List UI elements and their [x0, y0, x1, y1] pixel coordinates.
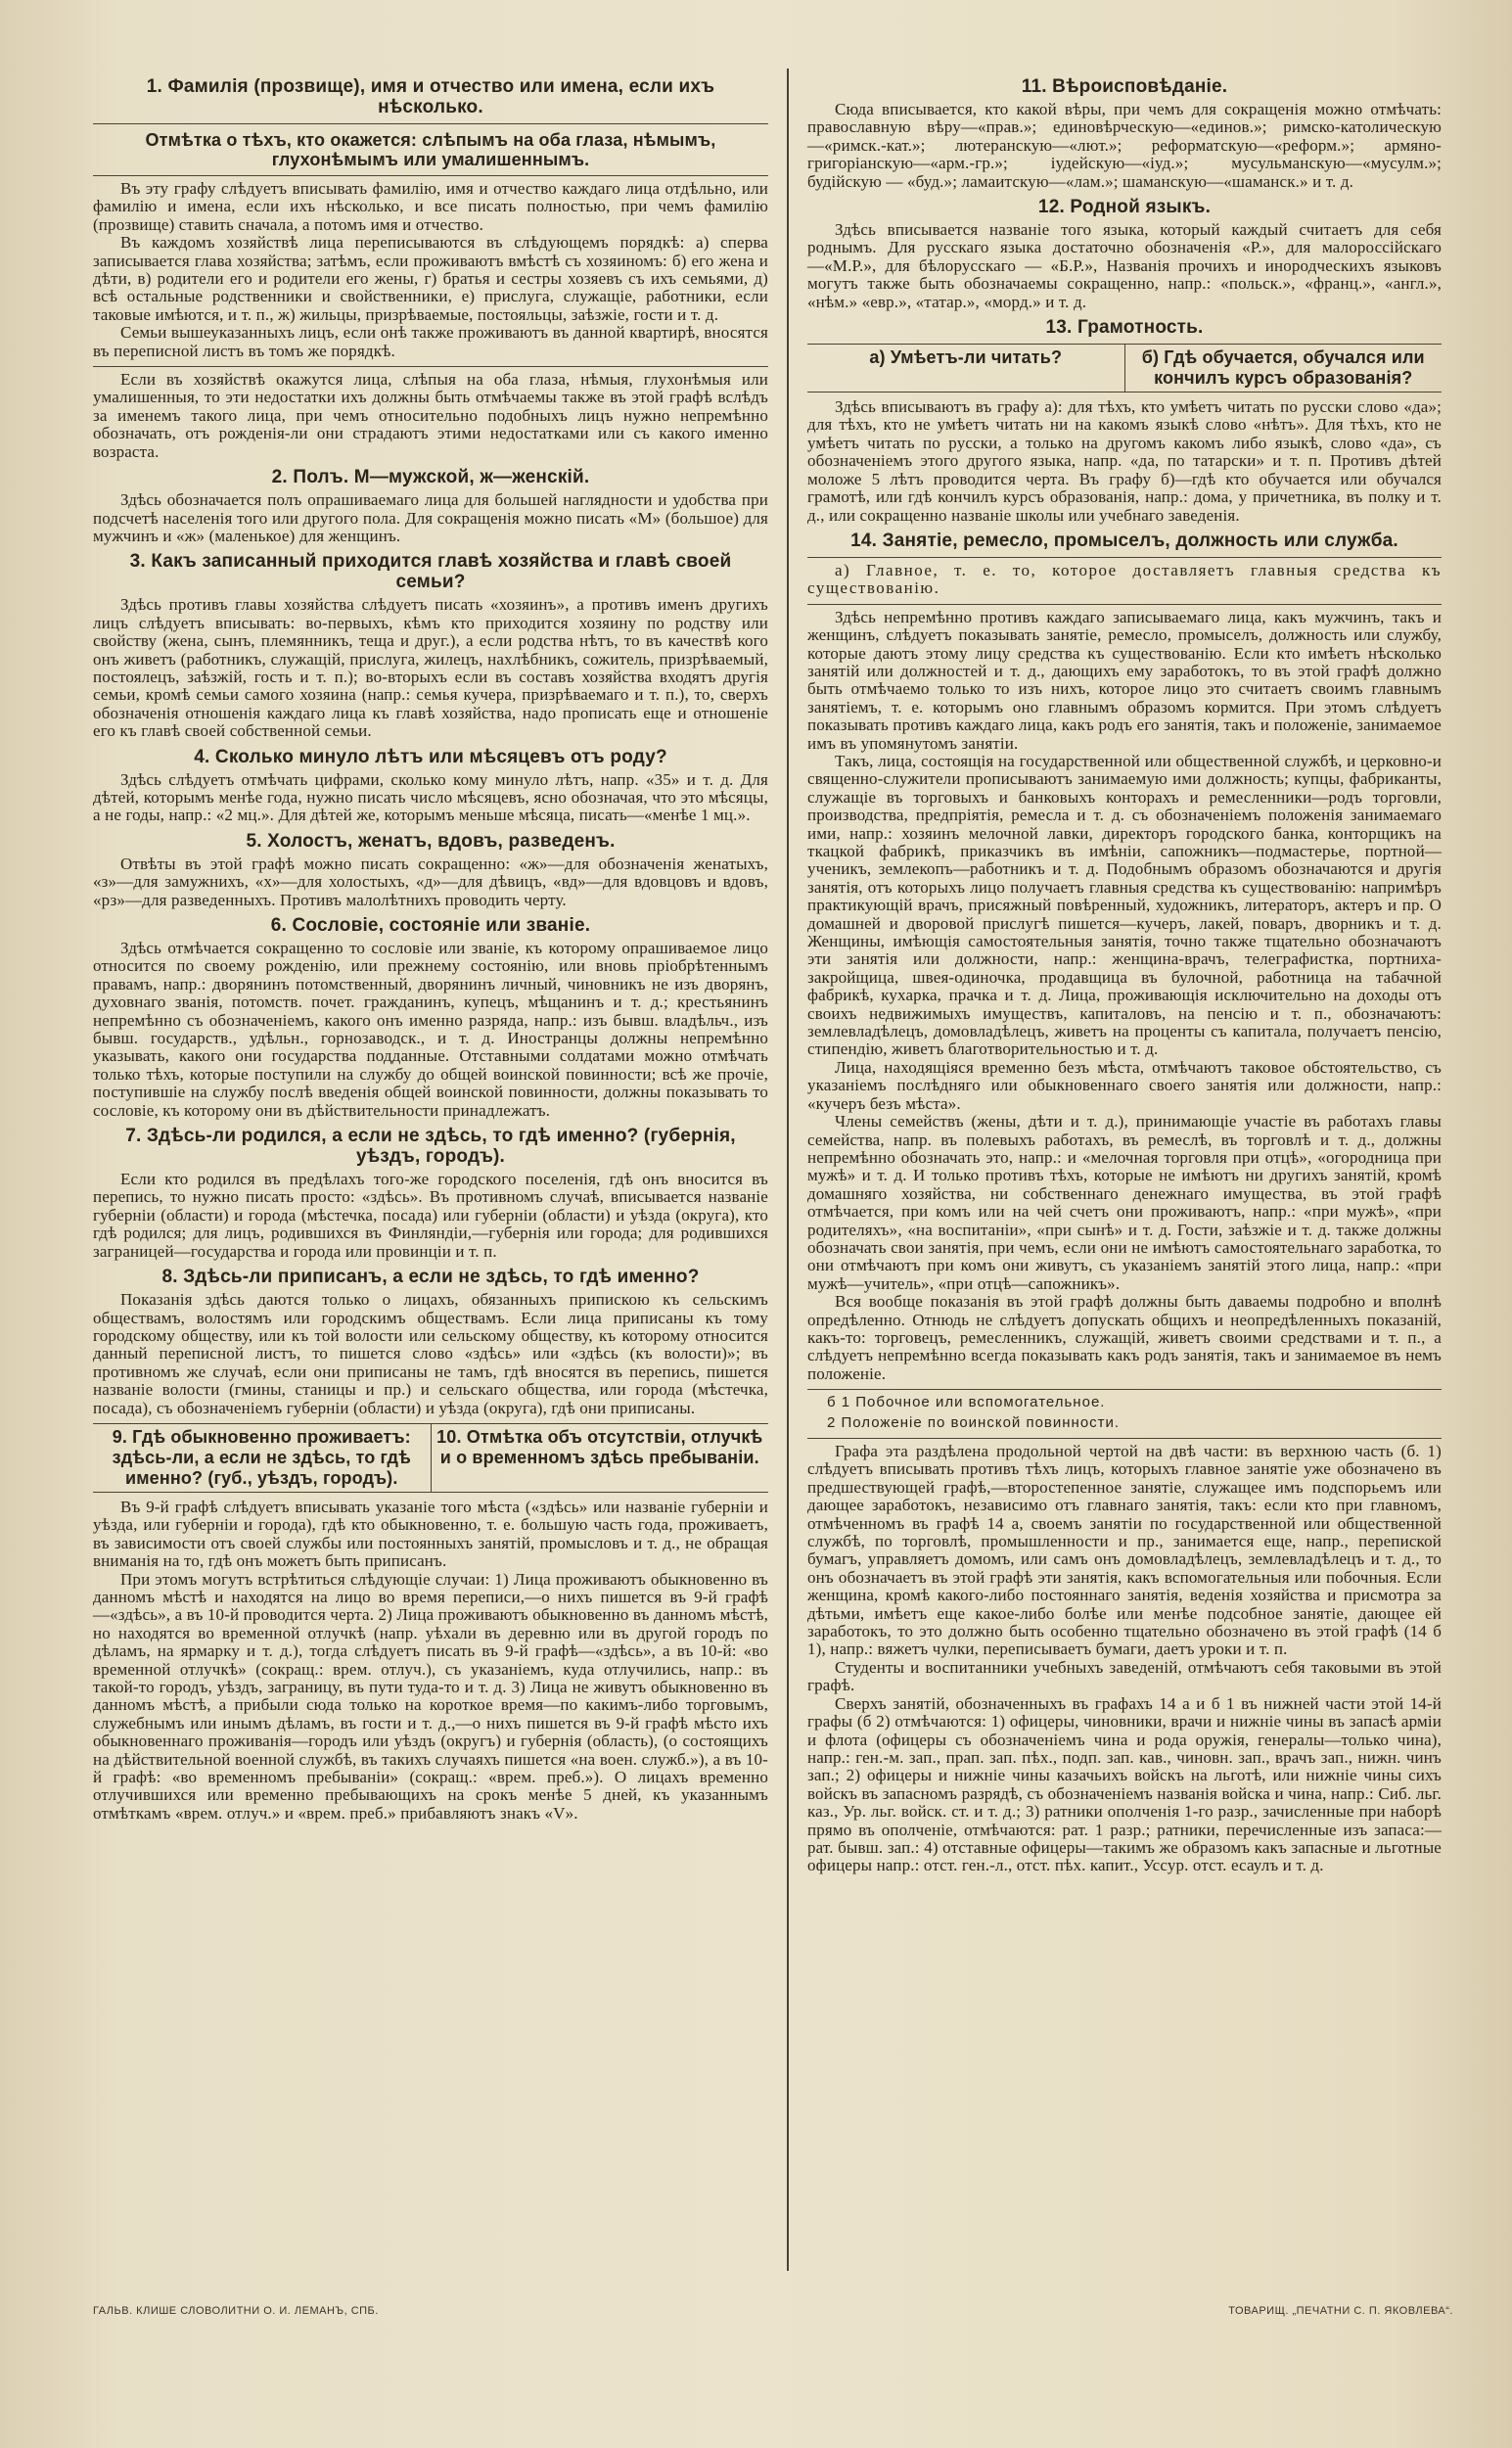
section-13-literacy: [807, 317, 1442, 525]
divider: [93, 123, 768, 124]
paragraph: Члены семействъ (жены, дѣти и т. д.), принимающіе участіе въ работахъ главы семейства, напр. въ полевыхъ работахъ, въ ремеслѣ, въ торговлѣ и т. д., должны непремѣнно обозначать это, напр.: и «мелочная торговля при отцѣ», «огородница при мужѣ» и т. д. И только противъ тѣхъ, которые не имѣютъ ни другихъ занятій, кромѣ домашняго хозяйства, ни собственнаго денежнаго имущества, въ этой графѣ отмѣчается, при комъ или на чей счетъ они проживаютъ, напр.: «при мужѣ», «при родителяхъ», «на воспитаніи», «при сынѣ» и т. д. Гости, заѣзжіе и т. д. также должны обозначать свои занятія, при чемъ, если они не имѣютъ самостоятельнаго заработка, то они отмѣчаютъ при комъ они живутъ, съ указаніемъ занятій этого лица, напр.: «при мужѣ—учитель», «при отцѣ—сапожникъ».: [807, 1112, 1442, 1293]
split-header: [807, 344, 1442, 393]
paragraph: Здѣсь противъ главы хозяйства слѣдуетъ писать «хозяинъ», а противъ именъ другихъ лицъ слѣдуетъ вписывать: во-первыхъ, кѣмъ кто приходится хозяину по родству или свойству (жена, сынъ, племянникъ, теща и друг.), а если родства нѣтъ, то въ качествѣ кого онъ живетъ (работникъ, служащій, прислуга, жилецъ, нахлѣбникъ, сожитель, призрѣваемый, постоялецъ, заѣзжій, гость и т. п.); во-вторыхъ если въ составъ хозяйства входятъ другія семьи, кромѣ семьи самого хозяина (напр.: семья кучера, призрѣваемаго и т. п.), то, сверхъ обозначенія отношенія каждаго лица къ главѣ хозяйства, надо прописать еще и отношеніе его къ главѣ своей собственной семьи.: [93, 595, 768, 741]
paragraph: Здѣсь отмѣчается сокращенно то сословіе или званіе, къ которому опрашиваемое лицо относится по своему рожденію, или прежнему состоянію, или вновь пріобрѣтеннымъ правамъ, напр.: дворянинъ потомственный, дворянинъ личный, чиновникъ не изъ дворянъ, духовнаго званія, потомств. почет. гражданинъ, купецъ, мѣщанинъ и т. д.; крестьянинъ непремѣнно съ обозначеніемъ, какого онъ именно разряда, напр.: изъ бывш. владѣльч., изъ бывш. государств., удѣльн., горнозаводск., и т. д. Иностранцы должны непремѣнно указывать, какого они государства подданные. Отставными солдатами можно отмѣчать только тѣхъ, которые поступили на службу до общей воинской повинности; всѣ же прочіе, поступившіе на службу послѣ введенія общей воинской повинности, должны показывать то сословіе, къ которому они въ дѣйствительности принадлежатъ.: [93, 939, 768, 1120]
paragraph: Такъ, лица, состоящія на государственной или общественной службѣ, и церковно-и священно-служители прописываютъ занимаемую ими должность; купцы, фабриканты, служащіе въ торговыхъ и банковыхъ конторахъ и ремесленники—родъ торговли, производства, предпріятія, ремесла и т. д. съ обозначеніемъ положенія занимаемаго ими, напр.: хозяинъ мелочной лавки, директоръ городского банка, конторщикъ на ткацкой фабрикѣ, приказчикъ въ имѣніи, сапожникъ—подмастерье, портной—ученикъ, землекопъ—работникъ и т. д. Подобнымъ образомъ обозначаются и другія занятія, отъ которыхъ лицо получаетъ главныя средства къ существованію: напримѣръ практикующій врачъ, присяжный повѣренный, художникъ, литераторъ, актеръ и пр. О домашней и дворовой прислугѣ пишется—кучеръ, лакей, поваръ, дворникъ и т. д. Женщины, имѣющія самостоятельныя занятія, точно также тщательно обозначаютъ эти занятія или должности, напр.: женщина-врачъ, телеграфистка, портниха-закройщица, швея-одиночка, продавщица въ булочной, работница на табачной фабрикѣ, кухарка, прачка и т. д. Лица, проживающія исключительно на доходы отъ своихъ недвижимыхъ имуществъ, капиталовъ, на пенсію и т. п., обозначаютъ: землевладѣлецъ, домовладѣлецъ, живетъ на проценты съ капитала, получаетъ пенсію, стипендію, живетъ благотворительностью и т. д.: [807, 751, 1442, 1059]
section-9-title: 9. Гдѣ обыкновенно проживаетъ: здѣсь-ли, а если не здѣсь, то гдѣ именно? (губ., уѣздъ, городъ).: [112, 1426, 411, 1488]
paragraph: Въ 9-й графѣ слѣдуетъ вписывать указаніе того мѣста («здѣсь» или названіе губерніи и уѣзда, или губерніи и города), гдѣ кто обыкновенно, т. е. большую часть года, проживаетъ, въ зависимости отъ своей службы или постоянныхъ занятій, промысловъ и т. д., не обращая вниманія на то, гдѣ онъ можетъ быть приписанъ.: [93, 1497, 768, 1571]
section-title: 13. Грамотность.: [1045, 317, 1204, 339]
section-title: 12. Родной языкъ.: [1037, 197, 1212, 218]
section-14-occupation: [807, 531, 1442, 1875]
section-4-age: [93, 747, 768, 825]
section-3-relation: [93, 551, 768, 740]
section-title: 3. Какъ записанный приходится главѣ хозяйства и главѣ своей семьи?: [129, 551, 732, 593]
paragraph: Здѣсь слѣдуетъ отмѣчать цифрами, сколько кому минуло лѣтъ, напр. «35» и т. д. Для дѣтей, которымъ менѣе года, нужно писать число мѣсяцевъ, ясно обозначая, что это мѣсяцы, а не годы, напр.: «2 мц.». Для дѣтей же, которымъ меньше мѣсяца, писать—«менѣе 1 мц.».: [93, 769, 768, 825]
split-header: [93, 1423, 768, 1493]
paragraph: Здѣсь вписываютъ въ графу а): для тѣхъ, кто умѣетъ читать по русски слово «да»; для тѣхъ, кто не умѣетъ читать ни на какомъ языкѣ слово «нѣтъ». Для тѣхъ, кто не умѣетъ читать по русски, а только на другомъ какомъ либо языкѣ, слово «да», съ обозначеніемъ этого другого языка, напр. «да, по татарски» и т. п. Противъ дѣтей моложе 5 лѣтъ проводится черта. Въ графу б)—гдѣ кто обучается или обучался грамотѣ, или гдѣ кончилъ курсъ образованія, напр.: дома, у причетника, въ полку и т. д., или сокращенно названіе школы или учебнаго заведенія.: [807, 397, 1442, 525]
column-a-title: а) Умѣетъ-ли читать?: [869, 347, 1063, 368]
section-subtitle: Отмѣтка о тѣхъ, кто окажется: слѣпымъ на оба глаза, нѣмымъ, глухонѣмымъ или умалишеннымъ.: [145, 130, 716, 169]
section-10-title: 10. Отмѣтка объ отсутствіи, отлучкѣ и о временномъ здѣсь пребываніи.: [431, 1424, 769, 1492]
subsection-b1: б 1 Побочное или вспомогательное.: [827, 1394, 1106, 1411]
section-11-religion: [807, 76, 1442, 191]
paragraph: Здѣсь обозначается полъ опрашиваемаго лица для большей наглядности и удобства при подсчетѣ населенія того или другого пола. Для сокращенія можно писать «М» (большое) для мужчинъ и «ж» (маленькое) для женщинъ.: [93, 490, 768, 545]
section-1-name: [93, 76, 768, 461]
lead-paragraph: а) Главное, т. е. то, которое доставляетъ главныя средства къ существованію.: [807, 560, 1442, 598]
right-column: [807, 70, 1442, 1875]
section-title: 5. Холостъ, женатъ, вдовъ, разведенъ.: [246, 830, 616, 852]
left-column: [93, 70, 768, 1823]
section-12-language: [807, 197, 1442, 311]
divider: [807, 1389, 1442, 1390]
section-title: 4. Сколько минуло лѣтъ или мѣсяцевъ отъ роду?: [194, 746, 667, 767]
divider: [807, 557, 1442, 558]
section-2-sex: [93, 467, 768, 545]
paragraph: Отвѣты въ этой графѣ можно писать сокращенно: «ж»—для обозначенія женатыхъ, «з»—для замужнихъ, «х»—для холостыхъ, «д»—для дѣвицъ, «вд»—для вдовцовъ и вдовъ, «рз»—для разведенныхъ. Противъ малолѣтнихъ проводить черту.: [93, 854, 768, 909]
section-title: 14. Занятіе, ремесло, промыселъ, должность или служба.: [850, 530, 1398, 551]
subsection-b2: 2 Положеніе по воинской повинности.: [827, 1413, 1121, 1431]
paragraph: Графа эта раздѣлена продольной чертой на двѣ части: въ верхнюю часть (б. 1) слѣдуетъ вписывать противъ тѣхъ лицъ, которыхъ главное занятіе уже обозначено въ предшествующей графѣ,—второстепенное занятіе, служащее имъ подспорьемъ или дающее заработокъ, независимо отъ главнаго занятія, такъ: если кто при главномъ, отмѣченномъ въ графѣ 14 а, своемъ занятіи по государственной или общественной службѣ, по торговлѣ, промышленности и пр., занимается еще, напр., перепиской бумагъ, управляетъ домомъ, или самъ онъ домовладѣлецъ, землевладѣлецъ и т. д., то онъ обозначаетъ въ этой графѣ эти занятія, какъ вспомогательныя или побочныя. Если женщина, кромѣ какого-либо постояннаго занятія, веденія хозяйства и присмотра за дѣтьми, имѣетъ еще какое-либо болѣе или менѣе подсобное занятіе, дающее ей заработокъ, то это должно быть особенно тщательно обозначено въ этой графѣ (14 б 1), напр.: вяжетъ чулки, переписываетъ бумаги, даетъ уроки и т. п.: [807, 1442, 1442, 1659]
column-divider: [787, 69, 789, 2271]
section-title: 11. Вѣроисповѣданіе.: [1021, 76, 1228, 97]
section-6-estate: [93, 915, 768, 1120]
section-title: 7. Здѣсь-ли родился, а если не здѣсь, то гдѣ именно? (губернія, уѣздъ, городъ).: [125, 1126, 736, 1168]
section-title: 2. Полъ. М—мужской, ж—женскій.: [271, 467, 590, 488]
divider: [93, 366, 768, 367]
section-9-10-residence: [93, 1423, 768, 1823]
paragraph: Здѣсь вписывается названіе того языка, который каждый считаетъ для себя роднымъ. Для русскаго языка достаточно обозначенія «Р.», для малороссійскаго—«М.Р.», для бѣлорусскаго — «Б.Р.», Названія прочихъ и инородческихъ языковъ могутъ также быть обозначаемы сокращенно, напр.: «польск.», «франц.», «англ.», «нѣм.» «евр.», «татар.», «морд.» и т. д.: [807, 220, 1442, 311]
paragraph: Сверхъ занятій, обозначенныхъ въ графахъ 14 а и б 1 въ нижней части этой 14-й графы (б 2) отмѣчаются: 1) офицеры, чиновники, врачи и нижніе чины въ запасѣ арміи и флота (офицеры съ обозначеніемъ чина и рода оружія, генералы—только чина), напр.: ген.-м. зап., прап. зап. пѣх., подп. зап. кав., чиновн. зап., врачъ зап., нижн. чинъ зап.; 2) офицеры и нижніе чины казачьихъ войскъ на льготѣ, или нижніе чины сихъ войскъ въ запасномъ разрядѣ, съ обозначеніемъ названія войска и чина, напр.: Сиб. льг. каз., Ур. льг. войск. ст. и т. д.; 3) ратники ополченія 1-го разр., зачисленные при наборѣ прямо въ ополченіе, отмѣчаются: рат. 1 разр.; ратники, перечисленные изъ запаса:—рат. бывш. зап.: 4) отставные офицеры—такимъ же образомъ какъ запасные и льготные офицеры напр.: отст. ген.-л., отст. пѣх. капит., Уссур. отст. есаулъ и т. д.: [807, 1693, 1442, 1875]
paragraph: Если въ хозяйствѣ окажутся лица, слѣпыя на оба глаза, нѣмыя, глухонѣмыя или умалишенныя, то эти недостатки ихъ должны быть отмѣчаемы также въ этой графѣ вслѣдъ за именемъ такого лица, при чемъ относительно подобныхъ лицъ нужно непремѣнно обозначать, отъ рожденія-ли они страдаютъ этими недостатками или съ какого именно возраста.: [93, 370, 768, 461]
section-title: 6. Сословіе, состояніе или званіе.: [270, 915, 591, 936]
footer-printer-left: ГАЛЬВ. КЛИШЕ СЛОВОЛИТНИ О. И. ЛЕМАНЪ, СПБ.: [93, 2305, 379, 2317]
paragraph: Здѣсь непремѣнно противъ каждаго записываемаго лица, какъ мужчинъ, такъ и женщинъ, слѣдуетъ показывать занятіе, ремесло, промыселъ, должность или службу, которые даютъ этому лицу средства къ существованію. Если кто имѣетъ нѣсколько занятій или должностей и т. д., дающихъ ему заработокъ, то въ этой графѣ должно быть отмѣчаемо только то изъ нихъ, которое лицо это считаетъ своимъ главнымъ занятіемъ, т. е. которымъ оно главнымъ образомъ кормится. При этомъ слѣдуетъ показывать противъ каждаго лица, какъ родъ его занятія, такъ и положеніе, занимаемое имъ въ упомянутомъ занятіи.: [807, 607, 1442, 753]
paragraph: Студенты и воспитанники учебныхъ заведеній, отмѣчаютъ себя таковыми въ этой графѣ.: [807, 1657, 1442, 1695]
divider: [93, 175, 768, 176]
section-8-registration: [93, 1267, 768, 1417]
section-title: 8. Здѣсь-ли приписанъ, а если не здѣсь, то гдѣ именно?: [161, 1267, 700, 1288]
column-b-title: б) Гдѣ обучается, обучался или кончилъ курсъ образованія?: [1124, 345, 1443, 392]
paragraph: Семьи вышеуказанныхъ лицъ, если онѣ также проживаютъ въ данной квартирѣ, вносятся въ переписной листъ въ томъ же порядкѣ.: [93, 323, 768, 360]
paragraph: Сюда вписывается, кто какой вѣры, при чемъ для сокращенія можно отмѣчать: православную вѣру—«прав.»; единовѣрческую—«единов.»; римско-католическую—«римск.-кат.»; лютеранскую—«лют.»; реформатскую—«реформ.»; армяно-григоріанскую—«арм.-гр.»; іудейскую—«іуд.»; мусульманскую—«мусулм.»; будійскую — «буд.»; ламаитскую—«лам.»; шаманскую—«шаманск.» и т. д.: [807, 100, 1442, 191]
paragraph: Если кто родился въ предѣлахъ того-же городского поселенія, гдѣ онъ вносится въ перепись, то нужно писать просто: «здѣсь». Въ противномъ случаѣ, вписывается названіе губерніи (области) и города (мѣстечка, посада) или губерніи (области) и уѣзда (округа), кто гдѣ родился; для лицъ, родившихся въ Финляндіи,—губернія или города; для родившихся заграницей—государства и города или провинціи и т. п.: [93, 1170, 768, 1261]
paragraph: Лица, находящіяся временно безъ мѣста, отмѣчаютъ таковое обстоятельство, съ указаніемъ послѣдняго или обыкновеннаго своего занятія или должности, напр.: «кучеръ безъ мѣста».: [807, 1057, 1442, 1113]
paragraph: Показанія здѣсь даются только о лицахъ, обязанныхъ припискою къ сельскимъ обществамъ, волостямъ или городскимъ обществамъ. Если лица приписаны къ тому городскому обществу, или къ той волости или сельскому обществу, къ которому относится данный переписной листъ, то пишется слово «здѣсь» или «здѣсь (къ волости)»; въ противномъ же случаѣ, если они приписаны не тамъ, гдѣ вносятся въ перепись, пишется названіе волости (гмины, станицы и пр.) и сельскаго общества, или города (мѣстечка, посада), съ обозначеніемъ губерніи (области) и уѣзда (округа), гдѣ они приписаны.: [93, 1290, 768, 1417]
paragraph: Вся вообще показанія въ этой графѣ должны быть даваемы подробно и вполнѣ опредѣленно. Отнюдь не слѣдуетъ допускать общихъ и неопредѣленныхъ показаній, какъ-то: торговецъ, ремесленникъ, служащій, живетъ своими средствами и т. п., а слѣдуетъ непремѣнно всегда показывать какъ родъ занятія, такъ и занимаемое въ немъ положеніе.: [807, 1292, 1442, 1383]
section-5-marital: [93, 831, 768, 909]
paragraph: Въ каждомъ хозяйствѣ лица переписываются въ слѣдующемъ порядкѣ: а) сперва записывается глава хозяйства; затѣмъ, если проживаютъ вмѣстѣ съ хозяиномъ: б) его жена и дѣти, в) родители его и родители его жены, г) братья и сестры хозяевъ съ ихъ семьями, д) всѣ остальные родственники и свойственники, е) прислуга, служащіе, работники, если таковые имѣются, и т. п., ж) жильцы, призрѣваемые, постояльцы, заѣзжіе, гости и т. д.: [93, 233, 768, 324]
footer-printer-right: ТОВАРИЩ. „ПЕЧАТНИ С. П. ЯКОВЛЕВА“.: [1228, 2305, 1453, 2317]
paragraph: При этомъ могутъ встрѣтиться слѣдующіе случаи: 1) Лица проживаютъ обыкновенно въ данномъ мѣстѣ и находятся на лицо во время переписи,—о нихъ пишется въ 9-й графѣ—«здѣсь», а въ 10-й проводится черта. 2) Лица проживаютъ обыкновенно въ данномъ мѣстѣ, но находятся во временной отлучкѣ (напр. уѣхали въ деревню или въ другой городъ по дѣламъ, на ярмарку и т. д.), тогда слѣдуетъ писать въ 9-й графѣ—«здѣсь», а въ 10-й: «во временной отлучкѣ» (сокращ.: врем. отлуч.), съ указаніемъ, куда отлучились, напр.: въ такой-то городъ, уѣздъ, заграницу, въ пути туда-то и т. д. 3) Лица не живутъ обыкновенно въ данномъ мѣстѣ, а прибыли сюда только на короткое время—по какимъ-либо торговымъ, служебнымъ или инымъ дѣламъ, въ гости и т. д.,—о нихъ пишется въ 9-й графѣ мѣсто ихъ обыкновеннаго проживанія—городъ или уѣздъ (округъ) и губернія (область), (о состоящихъ на дѣйствительной военной службѣ, въ такихъ случаяхъ пишется «на воен. служб.»), а въ 10-й графѣ: «во временномъ пребываніи» (сокращ.: «врем. преб.»). О лицахъ временно отлучившихся или временно пребывающихъ на срокъ менѣе 5 дней, къ указаннымъ отмѣткамъ «врем. отлуч.» и «врем. преб.» прибавляютъ знакъ «V».: [93, 1569, 768, 1823]
section-7-birthplace: [93, 1126, 768, 1261]
section-title: 1. Фамилія (прозвище), имя и отчество или имена, если ихъ нѣсколько.: [146, 76, 715, 117]
divider: [807, 604, 1442, 605]
divider: [807, 1438, 1442, 1439]
paragraph: Въ эту графу слѣдуетъ вписывать фамилію, имя и отчество каждаго лица отдѣльно, или фамилію и имена, если ихъ нѣсколько, и все писать полностью, при чемъ фамилію (прозвище) ставить сначала, а потомъ имя и отчество.: [93, 179, 768, 234]
